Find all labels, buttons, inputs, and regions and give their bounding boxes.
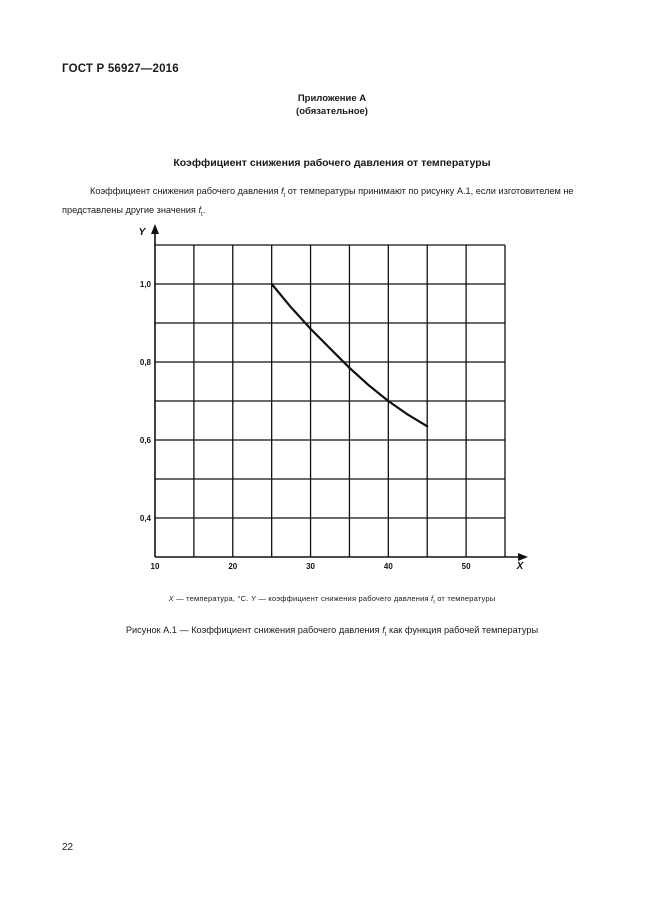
paragraph-text-2: от температуры принимают по рисунку А.1, если изготовителем не представлены другие значения bbox=[62, 186, 574, 216]
x-axis-label: X bbox=[516, 561, 524, 572]
caption-prefix: Рисунок А.1 — Коэффициент снижения рабочего давления bbox=[125, 625, 383, 635]
x-tick-label: 20 bbox=[228, 562, 238, 571]
paragraph-subscript-t: t bbox=[283, 192, 286, 199]
figure-caption bbox=[0, 625, 646, 638]
paragraph-symbol-f: f bbox=[280, 186, 284, 196]
caption-subscript: t bbox=[384, 631, 387, 638]
paragraph-text-3: . bbox=[202, 205, 206, 216]
y-axis-arrow bbox=[151, 224, 159, 234]
legend-f-sub: t bbox=[433, 599, 435, 606]
x-tick-label: 10 bbox=[150, 562, 160, 571]
page-number: 22 bbox=[62, 842, 74, 853]
y-tick-label: 0,8 bbox=[139, 358, 151, 367]
chart-svg bbox=[120, 222, 540, 582]
paragraph-symbol-f-2: f bbox=[198, 205, 202, 216]
y-tick-label: 0,6 bbox=[139, 436, 151, 445]
legend-x-symbol: X bbox=[168, 594, 174, 603]
figure-chart bbox=[120, 222, 540, 587]
y-axis-label: Y bbox=[138, 227, 146, 238]
x-tick-label: 50 bbox=[461, 562, 471, 571]
figure-legend bbox=[0, 594, 646, 606]
x-axis-arrow bbox=[518, 553, 528, 561]
legend-y-text: — коэффициент снижения рабочего давления bbox=[256, 594, 432, 603]
x-tick-label: 30 bbox=[306, 562, 316, 571]
paragraph-subscript-t-2: t bbox=[201, 212, 203, 219]
legend-tail: от температуры bbox=[434, 594, 496, 603]
legend-x-text: — температура, °С. bbox=[173, 594, 251, 603]
caption-suffix: как функция рабочей температуры bbox=[386, 625, 539, 635]
caption-symbol: f bbox=[382, 625, 385, 635]
section-title: Коэффициент снижения рабочего давления от температуры bbox=[173, 157, 491, 169]
legend-f-symbol: f bbox=[431, 594, 434, 603]
document-header: ГОСТ Р 56927—2016 bbox=[62, 63, 179, 75]
body-paragraph bbox=[62, 184, 602, 223]
y-tick-label: 1,0 bbox=[139, 280, 151, 289]
annex-heading bbox=[0, 92, 646, 118]
annex-status: (обязательное) bbox=[296, 106, 368, 117]
annex-title: Приложение А bbox=[297, 93, 367, 104]
legend-y-symbol: Y bbox=[250, 594, 257, 603]
x-tick-label: 40 bbox=[383, 562, 393, 571]
paragraph-text-1: Коэффициент снижения рабочего давления bbox=[90, 186, 281, 196]
y-tick-label: 0,4 bbox=[139, 514, 151, 523]
